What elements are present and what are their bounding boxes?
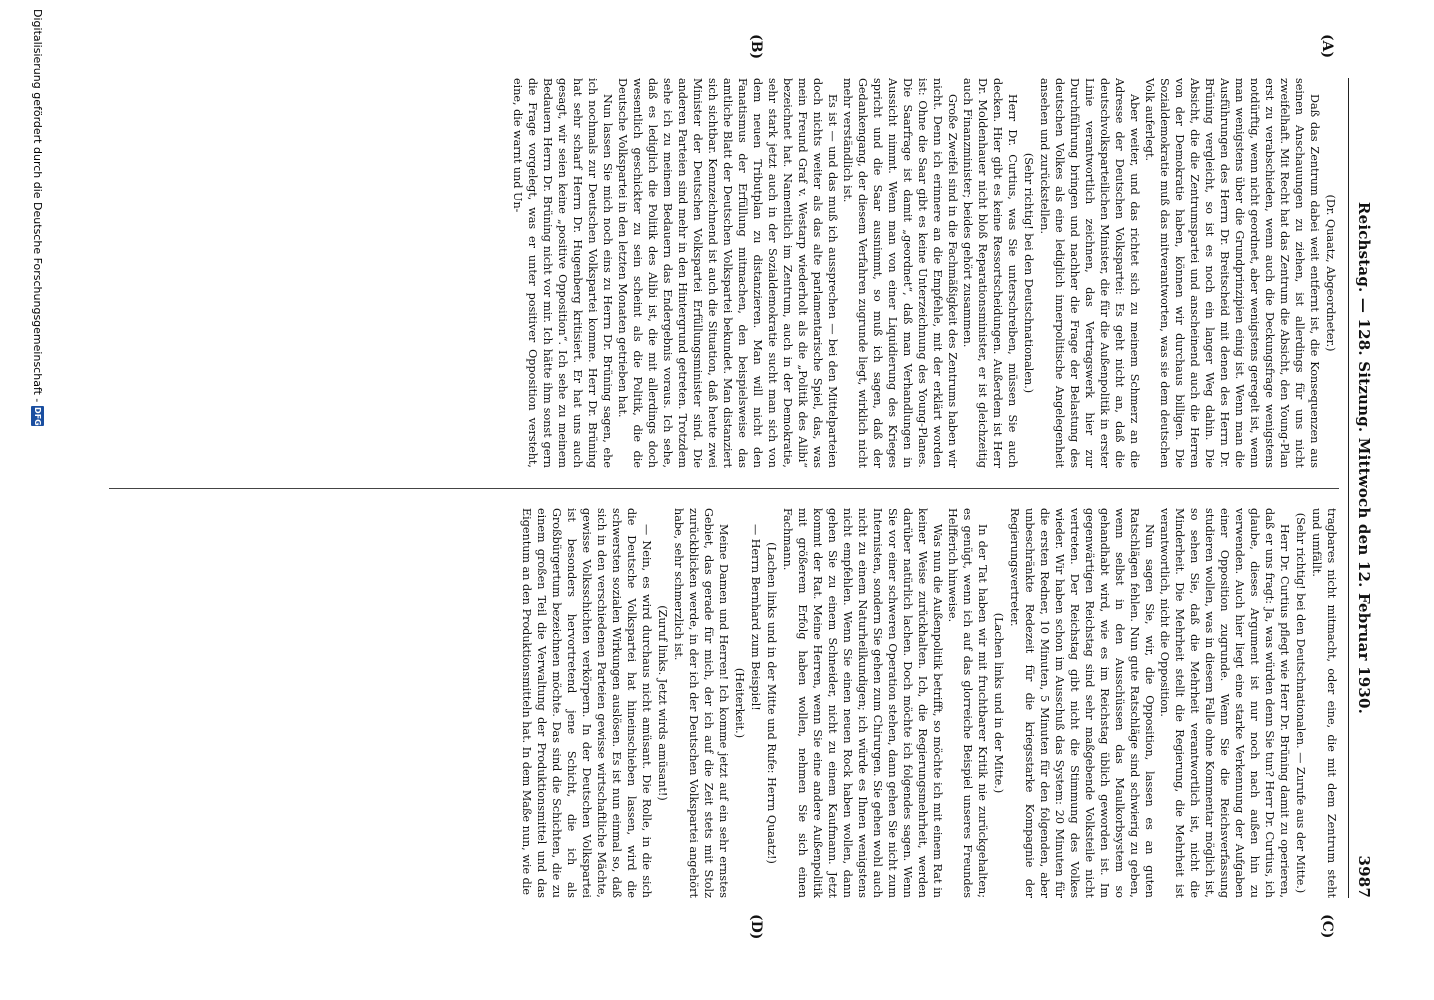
right-column (519, 508, 1339, 898)
digitization-footer (28, 9, 48, 989)
interjection: (Lachen links und in der Mitte und Rufe: Herrn Quaatz!) (765, 542, 778, 864)
paragraph: Große Zweifel sind in die Fachmäßigkeit des Zentrums haben wir nicht. Denn ich erinnere an die Empfehle, mit der erklärt worden ist: Ohne die Saar gibt es keine Unterzeichnung des Young-Planes. Die Saarfrage ist damit „geordnet“, daß man Verhandlungen in Aussicht nimmt. Wenn man von einer Liquidierung des Krieges spricht und die Saar ausnimmt, so muß ich sagen, daß der Gedankengang, der diesem Verfahren zugrunde liegt, wirklich nicht mehr verständlich ist. (841, 78, 959, 468)
interjection: (Sehr richtig! bei den Deutschnationalen.) (1022, 152, 1035, 394)
margin-marker-c: (C) (1319, 914, 1335, 939)
margin-marker-b: (B) (748, 34, 764, 60)
page-number: 3987 (1355, 855, 1373, 898)
interjection: (Sehr richtig! bei den Deutschnationalen. — Zurufe aus der Mitte.) (1294, 512, 1307, 894)
interjection: (Lachen links und in der Mitte.) (992, 612, 1005, 794)
paragraph: Aber weiter, und das richtet sich zu meinem Schmerz an die Adresse der Deutschen Volkspartei: Es geht nicht an, daß die deutschvolksparteilichen Minister, die für die Außenpolitik in erster Linie verantwortlich zeichnen, das Vertragswerk hier zur Durchführung bringen und nachher die Frage der Belastung des deutschen Volkes als eine lediglich innerpolitische Angelegenheit ansehen und zurückstellen. (1038, 78, 1141, 468)
paragraph: Was nun die Außenpolitik betrifft, so möchte ich mit einem Rat in keiner Weise zurückhalten. Ich, die Regierungsmehrheit, werden darüber natürlich lachen. Doch möchte ich folgendes sagen. Wenn Sie vor einer schweren Operation stehen, dann gehen Sie nicht zum Internisten, sondern Sie gehen zum Chirurgen. Sie gehen wohl auch nicht zu einem Naturheilkundigen; ich würde es Ihnen wenigstens nicht empfehlen. Wenn Sie einen neuen Rock haben wollen, dann gehen Sie zu einem Schneider, nicht zu einem Kaufmann. Jetzt kommt der Rat. Meine Herren, wenn Sie eine andere Außenpolitik mit größerem Erfolg haben wollen, nehmen Sie sich einen Fachmann. (781, 508, 944, 898)
paragraph: Herr Dr. Curtius pflegt wie Herr Dr. Brüning damit zu operieren, daß er uns fragt: Ja, was würden denn Sie tun? Herr Dr. Curtius, ich glaube, dieses Argument ist nur noch nach außen hin zu verwenden. Auch hier liegt eine starke Verkennung der Aufgaben einer Opposition zugrunde. Wenn Sie die Reichsverfassung studieren wollen, was in diesem Falle ohne Kommentar möglich ist, so sehen Sie, daß die Mehrheit verantwortlich ist, nicht die Minderheit. Die Mehrheit stellt die Regierung, die Mehrheit ist verantwortlich, nicht die Opposition. (1158, 508, 1291, 898)
column-divider (109, 488, 1339, 489)
interjection: (Heiterkeit.) (733, 667, 746, 739)
paragraph: — Nein, es wird durchaus nicht amüsant. Die Rolle, in die sich die Deutsche Volkspartei hat hineinschieben lassen, wird die schwersten sozialen Wirkungen auslösen. Es ist nun einmal so, daß sich in den verschiedenen Parteien gewisse wirtschaftliche Mächte, gewisse Volksschichten verkörpern. In der Deutschen Volkspartei ist besonders hervortretend jene Schicht, die ich als Großbürgertum bezeichnen möchte. Das sind die Schichten, die zu einem großen Teil die Verwaltung der Produktionsmittel und das Eigentum an den Produktionsmitteln hat. In dem Maße nun, wie die (520, 508, 653, 898)
speaker-line: (Dr. Quaatz, Abgeordneter.) (1324, 194, 1337, 352)
dfg-logo-icon: DFG (33, 407, 43, 426)
interjection: (Zuruf links. Jetzt wirds amüsant!) (656, 605, 669, 801)
paragraph: In der Tat haben wir mit fruchtbarer Kritik nie zurückgehalten; es genügt, wenn ich auf das glorreiche Beispiel unseres Freundes Helfferich hinweise. (946, 508, 989, 898)
paragraph: Meine Damen und Herren! Ich komme jetzt auf ein sehr ernstes Gebiet, das gerade für mich, der ich auf die Zeit stets mit Stolz zurückblicken werde, in der ich der Deutschen Volkspartei angehört habe, sehr schmerzlich ist. (672, 508, 730, 898)
paragraph: — Herrn Bernhard zum Beispiel! (749, 524, 762, 711)
paragraph: Es ist — und das muß ich aussprechen — bei den Mittelparteien doch nichts weiter als das alte parlamentarische Spiel, das, was mein Freund Graf v. Westarp wiederholt als die „Politik des Alibi“ bezeichnet hat. Namentlich im Zentrum, auch in der Demokratie, sehr stark jetzt auch in der Sozialdemokratie sucht man sich von dem neuen Tributplan zu distanzieren. Man will nicht den Fanatismus der Erfüllung mitmachen, den beispielsweise das amtliche Blatt der Deutschen Volkspartei bekundet. Man distanziert sich sichtbar. Kennzeichnend ist auch die Situation, daß heute zwei Minister der Deutschen Volkspartei Erfüllungsminister sind. Die anderen Parteien sind mehr in den Hintergrund getreten. Trotzdem sehe ich zu meinem Bedauern das Endergebnis voraus. Ich sehe, daß es lediglich die Politik des Alibi ist, die mit allerdings doch wesentlich geschickter zu sein scheint als die Politik, die die Deutsche Volkspartei in den letzten Monaten getrieben hat. (616, 78, 839, 468)
page-header (1348, 78, 1379, 898)
margin-marker-d: (D) (748, 914, 764, 940)
page-title: Reichstag. — 128. Sitzung. Mittwoch den 12. Februar 1930. (1355, 201, 1373, 715)
paragraph: tragbares nicht mitmacht, oder eine, die mit dem Zentrum steht und umfällt. (1310, 508, 1338, 898)
paragraph: Daß das Zentrum dabei weit entfernt ist, die Konsequenzen aus seinen Anschauungen zu ziehen, ist allerdings für uns nicht zweifelhaft. Mit Recht hat das Zentrum die Absicht, den Young-Plan erst zu verabschieden, wenn auch die Deckungsfrage wenigstens notdürftig, wenn nicht geordnet, aber wenigstens geregelt ist, wenn man wenigstens über die Grundprinzipien einig ist. Wenn man die Ausführungen des Herrn Dr. Breitscheid mit denen des Herrn Dr. Brüning vergleicht, so ist es noch ein langer Weg dahin. Die Absicht, die die Zentrumspartei und anscheinend auch die Herren von der Demokratie haben, können wir durchaus billigen. Die Sozialdemokratie muß das mitverantworten, was sie dem deutschen Volk auferlegt. (1143, 78, 1321, 468)
paragraph: Nun lassen Sie mich noch eins zu Herrn Dr. Brüning sagen, ehe ich nochmals zur Deutschen Volkspartei komme. Herr Dr. Brüning hat sehr scharf Herrn Dr. Hugenberg kritisiert. Er hat uns auch gesagt, wir seien keine „positive Opposition“. Ich sehe zu meinem Bedauern Herrn Dr. Brüning nicht vor mir. Ich hätte ihm sonst gern die Frage vorgelegt, was er unter positiver Opposition versteht, eine, die warnt und Un- (511, 78, 614, 468)
left-column (510, 78, 1339, 468)
paragraph: Nun sagen Sie, wir, die Opposition, lassen es an guten Ratschlägen fehlen. Nun gute Ratschläge sind schwierig zu geben, wenn selbst in den Ausschüssen das Maulkorbsystem so gehandhabt wird, wie es im Reichstag üblich geworden ist. Im gegenwärtigen Reichstag sind sehr maßgebende Volksteile nicht vertreten. Der Reichstag gibt nicht die Stimmung des Volkes wieder. Wir haben schon im Ausschuß das System: 20 Minuten für die ersten Redner, 10 Minuten, 5 Minuten für den folgenden, aber unbeschränkte Redezeit für die kriegsstarke Kompagnie der Regierungsvertreter. (1008, 508, 1156, 898)
footer-text: Digitalisierung gefördert durch die Deutsche Forschungsgemeinschaft - (31, 9, 45, 403)
paragraph: Herr Dr. Curtius, was Sie unterschreiben, müssen Sie auch decken. Hier gibt es keine Ressortscheidungen. Außerdem ist Herr Dr. Moldenhauer nicht bloß Reparationsminister, er ist gleichzeitig auch Finanzminister; beides gehört zusammen. (961, 78, 1019, 468)
page-content (79, 34, 1379, 940)
margin-marker-a: (A) (1319, 34, 1335, 59)
